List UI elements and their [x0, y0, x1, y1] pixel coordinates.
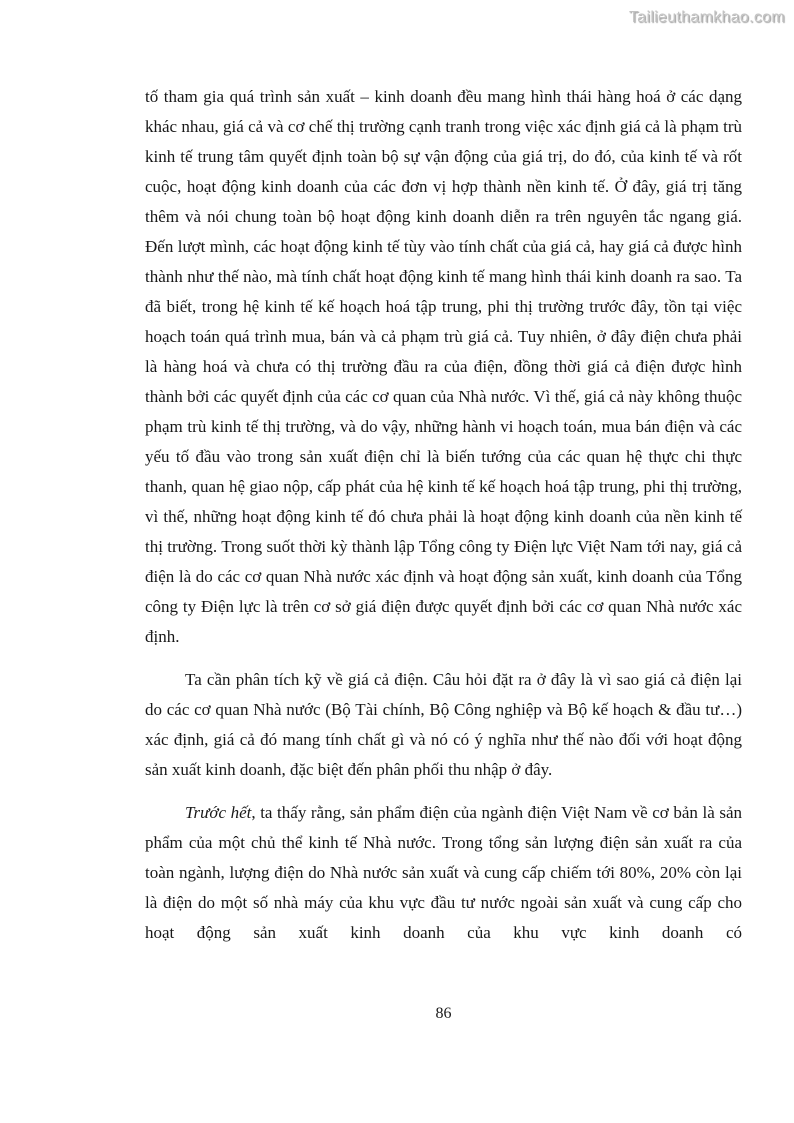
- paragraph-2: Ta cần phân tích kỹ về giá cả điện. Câu hỏi đặt ra ở đây là vì sao giá cả điện lại do các cơ quan Nhà nước (Bộ Tài chính, Bộ Công nghiệp và Bộ kế hoạch & đầu tư…) xác định, giá cả đó mang tính chất gì và nó có ý nghĩa như thế nào đối với hoạt động sản xuất kinh doanh, đặc biệt đến phân phối thu nhập ở đây.: [145, 670, 742, 779]
- paragraph-3-lead-italic: Trước hết: [185, 803, 252, 822]
- paragraph-3-text: , ta thấy rằng, sản phẩm điện của ngành điện Việt Nam về cơ bản là sản phẩm của một chủ thể kinh tế Nhà nước. Trong tổng sản lượng điện sản xuất ra của toàn ngành, lượng điện do Nhà nước sản xuất và cung cấp chiếm tới 80%, 20% còn lại là điện do một số nhà máy của khu vực đầu tư nước ngoài sản xuất và cung cấp cho hoạt động sản xuất kinh doanh của khu vực kinh doanh có: [145, 803, 742, 942]
- watermark: Tailieuthamkhao.com: [629, 9, 785, 26]
- paragraph-3: [145, 798, 742, 948]
- page-number: 86: [435, 1005, 452, 1022]
- paragraph-1: tố tham gia quá trình sản xuất – kinh doanh đều mang hình thái hàng hoá ở các dạng khác nhau, giá cả và cơ chế thị trường cạnh tranh trong việc xác định giá cả là phạm trù kinh tế trung tâm quyết định toàn bộ sự vận động của giá trị, do đó, của kinh tế và rốt cuộc, hoạt động kinh doanh của các đơn vị hợp thành nền kinh tế. Ở đây, giá trị tăng thêm và nói chung toàn bộ hoạt động kinh doanh diễn ra trên nguyên tắc ngang giá. Đến lượt mình, các hoạt động kinh tế tùy vào tính chất của giá cả, hay giá cả được hình thành như thế nào, mà tính chất hoạt động kinh tế mang hình thái kinh doanh ra sao. Ta đã biết, trong hệ kinh tế kế hoạch hoá tập trung, phi thị trường trước đây, tồn tại việc hoạch toán quá trình mua, bán và cả phạm trù giá cả. Tuy nhiên, ở đây điện chưa phải là hàng hoá và chưa có thị trường đầu ra của điện, đồng thời giá cả điện được hình thành bởi các quyết định của các cơ quan của Nhà nước. Vì thế, giá cả này không thuộc phạm trù kinh tế thị trường, và do vậy, những hành vi hoạch toán, mua bán điện và các yếu tố đầu vào trong sản xuất điện chỉ là biến tướng của các quan hệ thực chi thực thanh, quan hệ giao nộp, cấp phát của hệ kinh tế kế hoạch hoá tập trung, phi thị trường, vì thế, những hoạt động kinh tế đó chưa phải là hoạt động kinh doanh của nền kinh tế thị trường. Trong suốt thời kỳ thành lập Tổng công ty Điện lực Việt Nam tới nay, giá cả điện là do các cơ quan Nhà nước xác định và hoạt động sản xuất, kinh doanh của Tổng công ty Điện lực là trên cơ sở giá điện được quyết định bởi các cơ quan Nhà nước xác định.: [145, 87, 742, 646]
- document-body: [145, 82, 742, 948]
